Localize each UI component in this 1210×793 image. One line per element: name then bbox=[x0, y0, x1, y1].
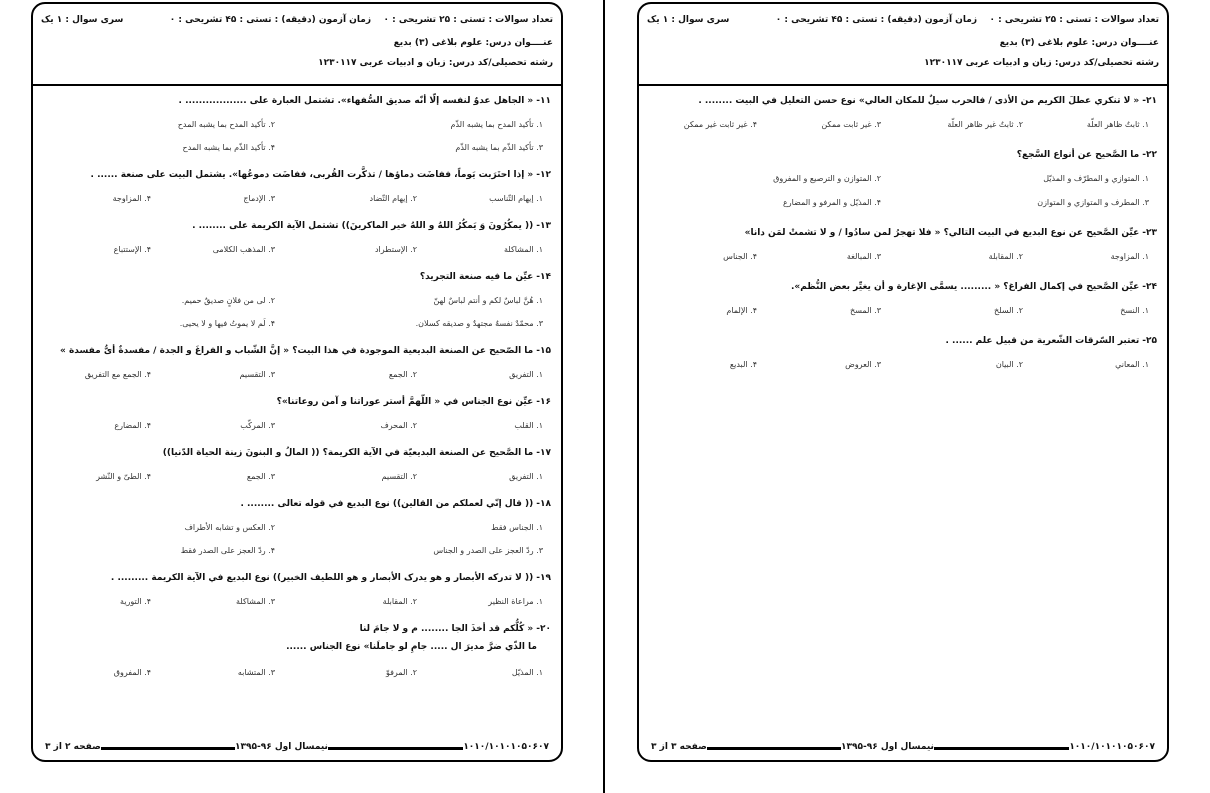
answer-option-4[interactable]: ۴. التوریة bbox=[120, 597, 151, 606]
question-text: عیِّن الصَّحیح عن نوع البدیع في البیت التالي؟ « فلا تهجرُ لمن سادُوا / و لا تشمتْ لمَن دانا» bbox=[744, 228, 1140, 238]
question-text: ما الصَّحیح عن الصنعة البدیعیّة في الآیة الکریمة؟ (( المالُ و البنونَ زینة الحیاة الدّنیا)) bbox=[162, 448, 534, 458]
question-text: (( یمکُرُونَ وَ یَمکُرُ اللهُ و اللهُ خیر الماکرینَ)) تشتمل الآیة الکریمة على ........ . bbox=[192, 221, 534, 231]
answer-option-1[interactable]: ۱. المذیّل bbox=[511, 668, 543, 677]
options-row bbox=[33, 319, 561, 333]
question-number: ۲۰- bbox=[536, 624, 551, 634]
total-questions: تعداد سوالات : تستی : ۲۵ تشریحی : ۰ bbox=[383, 15, 553, 25]
options-row bbox=[639, 360, 1167, 374]
options-row bbox=[33, 194, 561, 208]
question-text: « الجاهل عدوٌ لنفسه إلّا أنّه صدیق السُّفهاء». تشتمل العبارة على .................. . bbox=[178, 96, 534, 106]
page-footer bbox=[651, 742, 1155, 754]
answer-option-3[interactable]: ۳. العروض bbox=[845, 360, 881, 369]
question-6 bbox=[43, 397, 551, 407]
question-number: ۲۴- bbox=[1142, 282, 1157, 292]
answer-option-2[interactable]: ۲. ثابتٌ غیر ظاهر العلّة bbox=[947, 120, 1023, 129]
exam-header bbox=[33, 4, 561, 86]
question-number: ۲۵- bbox=[1142, 336, 1157, 346]
answer-option-1[interactable]: ۱. المزاوجة bbox=[1110, 252, 1149, 261]
question-number: ۱۸- bbox=[536, 499, 551, 509]
semester-label: نیمسال اول ۹۶-۱۳۹۵ bbox=[841, 742, 934, 752]
question-number: ۲۱- bbox=[1142, 96, 1157, 106]
answer-option-1[interactable]: ۱. المشاکلة bbox=[504, 245, 543, 254]
question-1 bbox=[649, 96, 1157, 106]
course-field-code: رشته تحصیلی/کد درس: زبان و ادبیات عربی ۱۲۳۰۱۱۷ bbox=[924, 58, 1159, 68]
question-text: « لا تنکري عطلَ الکریم من الأذی / فالحرب سیلٌ للمکان العالي» نوع حسن التعلیل في البیت ........ . bbox=[698, 96, 1140, 106]
answer-option-3[interactable]: ۳. المشاکلة bbox=[236, 597, 275, 606]
question-text: عیِّن نوع الجناس في « اللّهمَّ أستر عوراتنا و آمن روعاتنا»؟ bbox=[276, 397, 534, 407]
options-row bbox=[639, 306, 1167, 320]
options-row bbox=[33, 472, 561, 486]
answer-option-4[interactable]: ۴. المفروق bbox=[113, 668, 151, 677]
question-4 bbox=[649, 282, 1157, 292]
answer-option-1[interactable]: ۱. المعاني bbox=[1115, 360, 1149, 369]
answer-option-2[interactable]: ۲. البیان bbox=[995, 360, 1023, 369]
exam-header bbox=[639, 4, 1167, 86]
question-series: سری سوال : ۱ یک bbox=[647, 15, 730, 25]
total-questions: تعداد سوالات : تستی : ۲۵ تشریحی : ۰ bbox=[989, 15, 1159, 25]
answer-option-1[interactable]: ۱. التفریق bbox=[509, 370, 543, 379]
course-field-code: رشته تحصیلی/کد درس: زبان و ادبیات عربی ۱۲۳۰۱۱۷ bbox=[318, 58, 553, 68]
question-text: « إذا احتَرَبت یَوماً، ففاضَت دماؤها / تذکَّرت القُربی، ففاضَت دموعُها». یشتمل البیت على صنعة ...... . bbox=[90, 170, 534, 180]
page-number: صفحه ۲ از ۳ bbox=[45, 742, 101, 752]
answer-option-4[interactable]: ۴. المزاوجة bbox=[112, 194, 151, 203]
options-row bbox=[33, 668, 561, 682]
answer-option-3[interactable]: ۳. محمّدٌ نفسهٌ مجتهدٌ و صدیقه کسلان. bbox=[415, 319, 543, 328]
question-7 bbox=[43, 448, 551, 458]
question-text: ما الصّحیح عن الصنعة البدیعیة الموجودة في هذا البیت؟ « إنَّ الشّباب و الفراغَ و الجدة / مفسدةٌ أیُّ مفسدة » bbox=[60, 346, 534, 356]
answer-option-1[interactable]: ۱. المتوازي و المطرّف و المذیّل bbox=[1043, 174, 1149, 183]
question-1 bbox=[43, 96, 551, 106]
options-row bbox=[33, 523, 561, 537]
answer-option-2[interactable]: ۲. المرفوّ bbox=[385, 668, 417, 677]
question-number: ۱۳- bbox=[536, 221, 551, 231]
question-number: ۱۶- bbox=[536, 397, 551, 407]
question-number: ۱۹- bbox=[536, 573, 551, 583]
question-number: ۲۳- bbox=[1142, 228, 1157, 238]
answer-option-4[interactable]: ۴. لَم لا یموتُ فیها و لا یحیی. bbox=[179, 319, 275, 328]
options-row bbox=[33, 597, 561, 611]
options-row bbox=[639, 252, 1167, 266]
question-number: ۱۷- bbox=[536, 448, 551, 458]
answer-option-4[interactable]: ۴. البدیع bbox=[729, 360, 757, 369]
answer-option-1[interactable]: ۱. الجناس فقط bbox=[491, 523, 543, 532]
question-number: ۱۱- bbox=[536, 96, 551, 106]
question-3 bbox=[649, 228, 1157, 238]
answer-option-1[interactable]: ۱. مراعاة النظیر bbox=[488, 597, 543, 606]
answer-option-4[interactable]: ۴. تأکید الذّم بما یشبه المدح bbox=[182, 143, 275, 152]
question-3 bbox=[43, 221, 551, 231]
question-4 bbox=[43, 272, 551, 282]
options-row bbox=[33, 120, 561, 134]
options-row bbox=[33, 143, 561, 157]
answer-option-2[interactable]: ۲. العکس و تشابه الأطراف bbox=[184, 523, 275, 532]
answer-option-1[interactable]: ۱. ثابتٌ ظاهر العلّة bbox=[1086, 120, 1149, 129]
page-number: صفحه ۳ از ۳ bbox=[651, 742, 707, 752]
question-number: ۱۵- bbox=[536, 346, 551, 356]
answer-option-2[interactable]: ۲. المتوازن و الترصیع و المفروق bbox=[773, 174, 881, 183]
answer-option-3[interactable]: ۳. التقسیم bbox=[239, 370, 275, 379]
answer-option-2[interactable]: ۲. السلخ bbox=[994, 306, 1023, 315]
answer-option-2[interactable]: ۲. التقسیم bbox=[381, 472, 417, 481]
course-title: عنــــوان درس: علوم بلاغی (۳) بدیع bbox=[393, 38, 553, 48]
question-text: عیِّن الصَّحیح في إکمال الفراغ؟ « ......... یسمَّی الإغارة و أن یغیِّر بعض النُّظم». bbox=[790, 282, 1140, 292]
question-number: ۲۲- bbox=[1142, 150, 1157, 160]
options-row bbox=[639, 198, 1167, 212]
answer-option-2[interactable]: ۲. المقابلة bbox=[382, 597, 417, 606]
question-text: ما الصَّحیح عن أنواع السَّجع؟ bbox=[1016, 150, 1140, 160]
exam-page-3 bbox=[637, 2, 1169, 762]
semester-label: نیمسال اول ۹۶-۱۳۹۵ bbox=[235, 742, 328, 752]
answer-option-3[interactable]: ۳. المتشابه bbox=[237, 668, 275, 677]
answer-option-2[interactable]: ۲. الإستطراد bbox=[374, 245, 417, 254]
question-text-line2: ما الذّي ضرَّ مدیرَ ال ..... جامِ لو جاملَنا» نوع الجناس ...... bbox=[286, 642, 537, 652]
exam-duration: زمان آزمون (دقیقه) : تستی : ۴۵ تشریحی : ۰ bbox=[169, 15, 371, 25]
options-row bbox=[639, 120, 1167, 134]
page-divider bbox=[603, 0, 605, 793]
answer-option-3[interactable]: ۳. المرکّب bbox=[240, 421, 275, 430]
answer-option-1[interactable]: ۱. القلب bbox=[514, 421, 543, 430]
options-row bbox=[33, 245, 561, 259]
options-row bbox=[33, 370, 561, 384]
answer-option-1[interactable]: ۱. التفریق bbox=[509, 472, 543, 481]
answer-option-2[interactable]: ۲. إیهام التّضاد bbox=[369, 194, 417, 203]
question-5 bbox=[43, 346, 551, 356]
question-text: « کُلُّکم قد أخذَ الجا ........ م و لا جامَ لنا bbox=[359, 624, 534, 634]
answer-option-3[interactable]: ۳. المطرف و المتوازي و المتوازن bbox=[1037, 198, 1149, 207]
exam-code: ۱۰۱۰/۱۰۱۰۱۰۵۰۶۰۷ bbox=[1069, 742, 1155, 752]
answer-option-1[interactable]: ۱. إیهام التّناسب bbox=[489, 194, 543, 203]
exam-code: ۱۰۱۰/۱۰۱۰۱۰۵۰۶۰۷ bbox=[463, 742, 549, 752]
course-title: عنــــوان درس: علوم بلاغی (۳) بدیع bbox=[999, 38, 1159, 48]
answer-option-4[interactable]: ۴. الجناس bbox=[723, 252, 757, 261]
options-row bbox=[639, 174, 1167, 188]
exam-page-2 bbox=[31, 2, 563, 762]
options-row bbox=[33, 296, 561, 310]
answer-option-3[interactable]: ۳. الإدماج bbox=[243, 194, 275, 203]
exam-duration: زمان آزمون (دقیقه) : تستی : ۴۵ تشریحی : ۰ bbox=[775, 15, 977, 25]
page-footer bbox=[45, 742, 549, 754]
answer-option-3[interactable]: ۳. المذهب الکلامی bbox=[212, 245, 275, 254]
answer-option-2[interactable]: ۲. الجمع bbox=[388, 370, 417, 379]
question-10 bbox=[43, 624, 551, 634]
question-text: عیِّن ما فیه صنعة التجرید؟ bbox=[419, 272, 534, 282]
question-series: سری سوال : ۱ یک bbox=[41, 15, 124, 25]
answer-option-4[interactable]: ۴. المذیّل و المرفو و المضارع bbox=[782, 198, 881, 207]
question-text: تعتبر السّرقات الشّعریة من قبیل علم ...... . bbox=[945, 336, 1140, 346]
question-text: (( لا تدرکه الأبصار و هو یدرک الأبصار و هو اللطیف الخبیر)) نوع البدیع في الآیة الکریمة ......... . bbox=[110, 573, 534, 583]
answer-option-3[interactable]: ۳. غیر ثابت ممکن bbox=[821, 120, 881, 129]
answer-option-4[interactable]: ۴. المضارع bbox=[114, 421, 151, 430]
answer-option-4[interactable]: ۴. ردّ العجز على الصدر فقط bbox=[180, 546, 275, 555]
answer-option-1[interactable]: ۱. تأکید المدح بما یشبه الذّم bbox=[450, 120, 543, 129]
answer-option-4[interactable]: ۴. الجمع مع التفریق bbox=[84, 370, 151, 379]
answer-option-2[interactable]: ۲. المحرف bbox=[380, 421, 417, 430]
answer-option-1[interactable]: ۱. النسخ bbox=[1120, 306, 1149, 315]
answer-option-3[interactable]: ۳. ردّ العجز على الصدر و الجناس bbox=[433, 546, 543, 555]
answer-option-3[interactable]: ۳. المبالغة bbox=[846, 252, 881, 261]
answer-option-2[interactable]: ۲. تأکید المدح بما یشبه المدح bbox=[177, 120, 275, 129]
question-8 bbox=[43, 499, 551, 509]
question-number: ۱۲- bbox=[536, 170, 551, 180]
answer-option-1[interactable]: ۱. هُنَّ لباسٌ لکم و أنتم لباسٌ لهنّ bbox=[433, 296, 543, 305]
answer-option-3[interactable]: ۳. تأکید الذّم بما یشبه الذّم bbox=[455, 143, 543, 152]
question-2 bbox=[649, 150, 1157, 160]
question-text: (( قال إنّي لعملکم من القالین)) نوع البدیع في قوله تعالی ........ . bbox=[240, 499, 534, 509]
question-9 bbox=[43, 573, 551, 583]
question-5 bbox=[649, 336, 1157, 346]
options-row bbox=[33, 421, 561, 435]
answer-option-3[interactable]: ۳. الجمع bbox=[246, 472, 275, 481]
answer-option-3[interactable]: ۳. المسخ bbox=[850, 306, 881, 315]
options-row bbox=[33, 546, 561, 560]
answer-option-4[interactable]: ۴. الطیّ و النّشر bbox=[96, 472, 151, 481]
answer-option-4[interactable]: ۴. غیر ثابت غیر ممکن bbox=[683, 120, 757, 129]
question-number: ۱۴- bbox=[536, 272, 551, 282]
answer-option-4[interactable]: ۴. الإستتباع bbox=[113, 245, 151, 254]
question-2 bbox=[43, 170, 551, 180]
answer-option-2[interactable]: ۲. المقابلة bbox=[988, 252, 1023, 261]
answer-option-2[interactable]: ۲. لی من فلانٍ صدیقٌ حمیم. bbox=[181, 296, 275, 305]
answer-option-4[interactable]: ۴. الإلمام bbox=[726, 306, 757, 315]
